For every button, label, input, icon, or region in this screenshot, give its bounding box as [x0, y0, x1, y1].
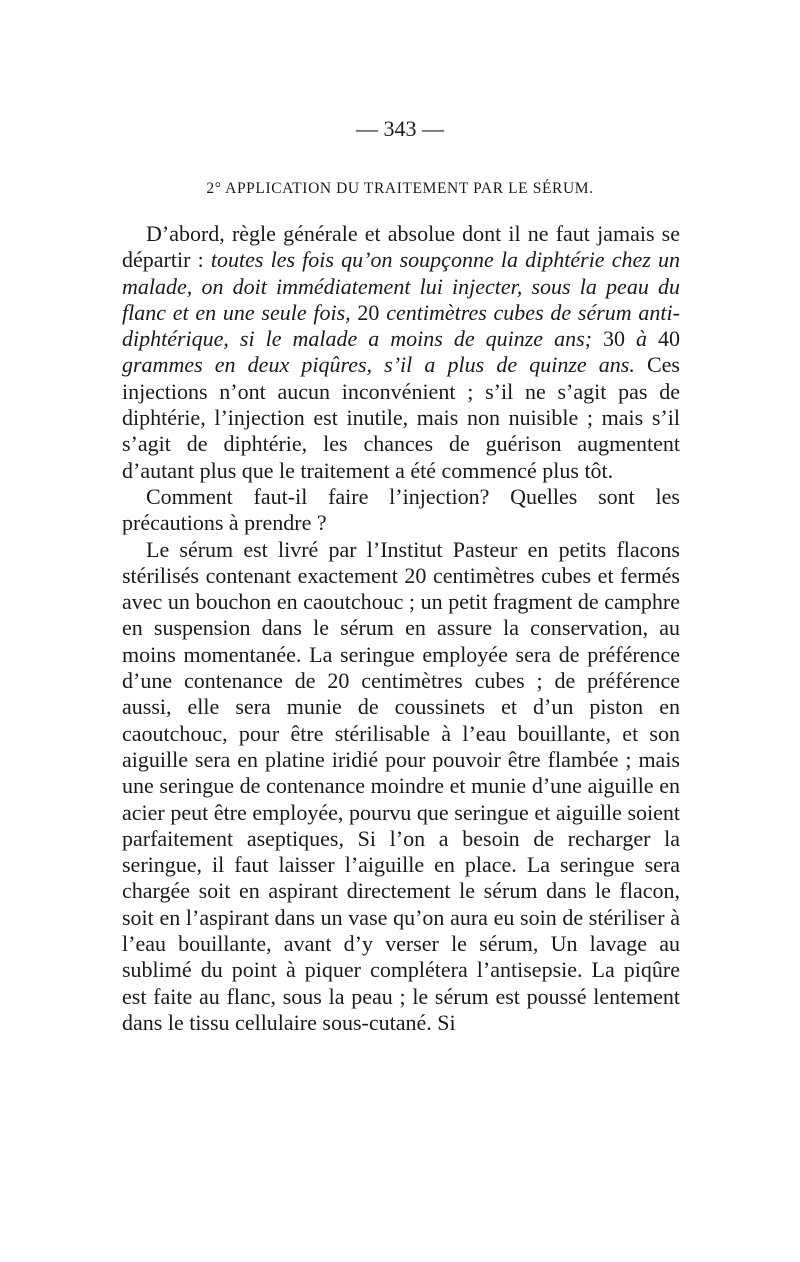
paragraph-1: [122, 221, 680, 484]
paragraph-1-italic-3: à: [636, 326, 647, 352]
paragraph-1-italic-4: grammes en deux piqûres, s’il a plus de quinze ans.: [122, 352, 635, 378]
page-number: — 343 —: [356, 116, 444, 141]
body-text: [122, 221, 680, 1036]
section-heading: 2° APPLICATION DU TRAITEMENT PAR LE SÉRUM.: [206, 180, 594, 197]
paragraph-3: Le sérum est livré par l’Institut Pasteur en petits flacons stérilisés contenant exactement 20 centimètres cubes et fermés avec un bouchon en caoutchouc ; un petit fragment de camphre en suspension dans le sérum en assure la conservation, au moins momentanée. La seringue employée sera de préférence d’une contenance de 20 centimètres cubes ; de préférence aussi, elle sera munie de coussinets et d’un piston en caoutchouc, pour être stérilisable à l’eau bouillante, et son aiguille sera en platine iridié pour pouvoir être flambée ; mais une seringue de contenance moindre et munie d’une aiguille en acier peut être employée, pourvu que seringue et aiguille soient parfaitement aseptiques, Si l’on a besoin de recharger la seringue, il faut laisser l’aiguille en place. La seringue sera chargée soit en aspirant directement le sérum dans le flacon, soit en l’aspirant dans un vase qu’on aura eu soin de stériliser à l’eau bouillante, avant d’y verser le sérum, Un lavage au sublimé du point à piquer complétera l’antisepsie. La piqûre est faite au flanc, sous la peau ; le sérum est poussé lentement dans le tissu cellulaire sous-cutané. Si: [122, 536, 680, 1035]
paragraph-1-text-5: Ces injections n’ont aucun inconvénient ; s’il ne s’agit pas de diphtérie, l’injection est inutile, mais non nuisible ; mais s’il s’agit de diphtérie, les chances de guérison augmentent d’autant plus que le traitement a été commencé plus tôt.: [122, 352, 680, 483]
paragraph-1-text-1: D’abord, règle générale et absolue dont il ne faut jamais se départir :: [122, 221, 680, 273]
paragraph-1-italic-1: toutes les fois qu’on soupçonne la diphtérie chez un malade, on doit immédiatement lui injecter, sous la peau du flanc et en une seule fois,: [122, 247, 680, 325]
paragraph-1-text-4: 40: [647, 326, 681, 352]
paragraph-1-text-3: 30: [591, 326, 636, 352]
paragraph-1-italic-2: centimètres cubes de sérum anti-diphtérique, si le malade a moins de quinze ans;: [122, 299, 680, 352]
paragraph-2: Comment faut-il faire l’injection? Quelles sont les précautions à prendre ?: [122, 483, 680, 536]
paragraph-1-text-2: 20: [350, 299, 387, 325]
